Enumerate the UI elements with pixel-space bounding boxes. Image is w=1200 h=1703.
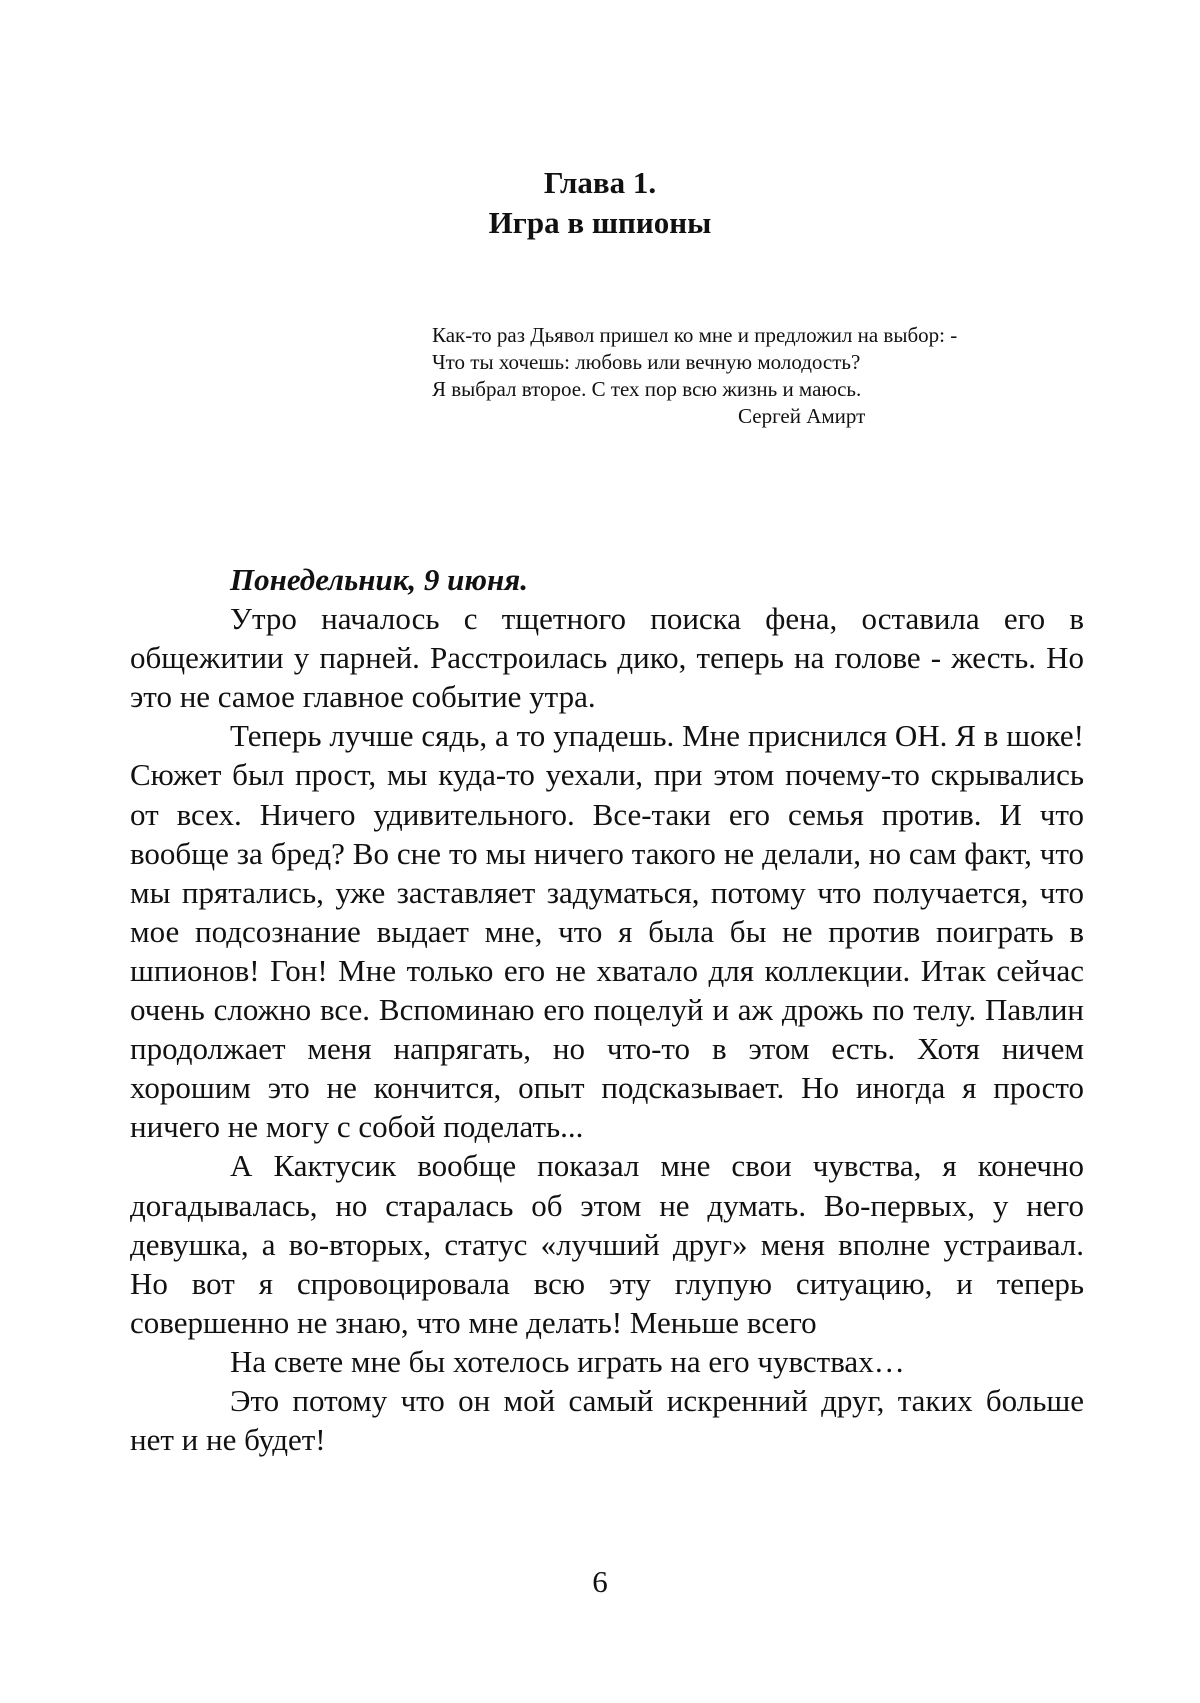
epigraph-line: Я выбрал второе. С тех пор всю жизнь и маюсь. xyxy=(432,377,862,401)
chapter-number: Глава 1. xyxy=(543,165,657,200)
chapter-title: Игра в шпионы xyxy=(488,205,712,240)
chapter-heading xyxy=(0,163,1200,243)
paragraph-continuation: На свете мне бы хотелось играть на его чувствах… xyxy=(230,1343,905,1379)
paragraph-main-text: А Кактусик вообще показал мне свои чувства, я конечно догадывалась, но старалась об этом не думать. Во-первых, у него девушка, а во-вторых, статус «лучший друг» меня вполне устраивал. Но вот я спровоцировала всю эту глупую ситуацию, и теперь совершенно не знаю, что мне делать! Меньше всего xyxy=(130,1148,1084,1340)
epigraph-author: Сергей Амирт xyxy=(738,404,866,428)
page-number: 6 xyxy=(592,1564,608,1599)
paragraph: Теперь лучше сядь, а то упадешь. Мне приснился ОН. Я в шоке! Сюжет был прост, мы куда-то уехали, при этом почему-то скрывались от всех. Ничего удивительного. Все-таки его семья против. И что вообще за бред? Во сне то мы ничего такого не делали, но сам факт, что мы прятались, уже заставляет задуматься, потому что получается, что мое подсознание выдает мне, что я была бы не против поиграть в шпионов! Гон! Мне только его не хватало для коллекции. Итак сейчас очень сложно все. Вспоминаю его поцелуй и аж дрожь по телу. Павлин продолжает меня напрягать, но что-то в этом есть. Хотя ничем хорошим это не кончится, опыт подсказывает. Но иногда я просто ничего не могу с собой поделать... xyxy=(130,718,1084,1145)
epigraph xyxy=(432,322,1132,430)
paragraph: Это потому что он мой самый искренний друг, таких больше нет и не будет! xyxy=(130,1382,1084,1458)
paragraph: Утро началось с тщетного поиска фена, оставила его в общежитии у парней. Расстроилась дико, теперь на голове - жесть. Но это не самое главное событие утра. xyxy=(130,601,1084,715)
epigraph-line: Что ты хочешь: любовь или вечную молодость? xyxy=(432,350,861,374)
diary-entry xyxy=(130,560,1084,1459)
epigraph-line: Как-то раз Дьявол пришел ко мне и предложил на выбор: - xyxy=(432,323,958,347)
entry-date: Понедельник, 9 июня. xyxy=(230,562,528,597)
paragraph xyxy=(130,1146,1084,1381)
